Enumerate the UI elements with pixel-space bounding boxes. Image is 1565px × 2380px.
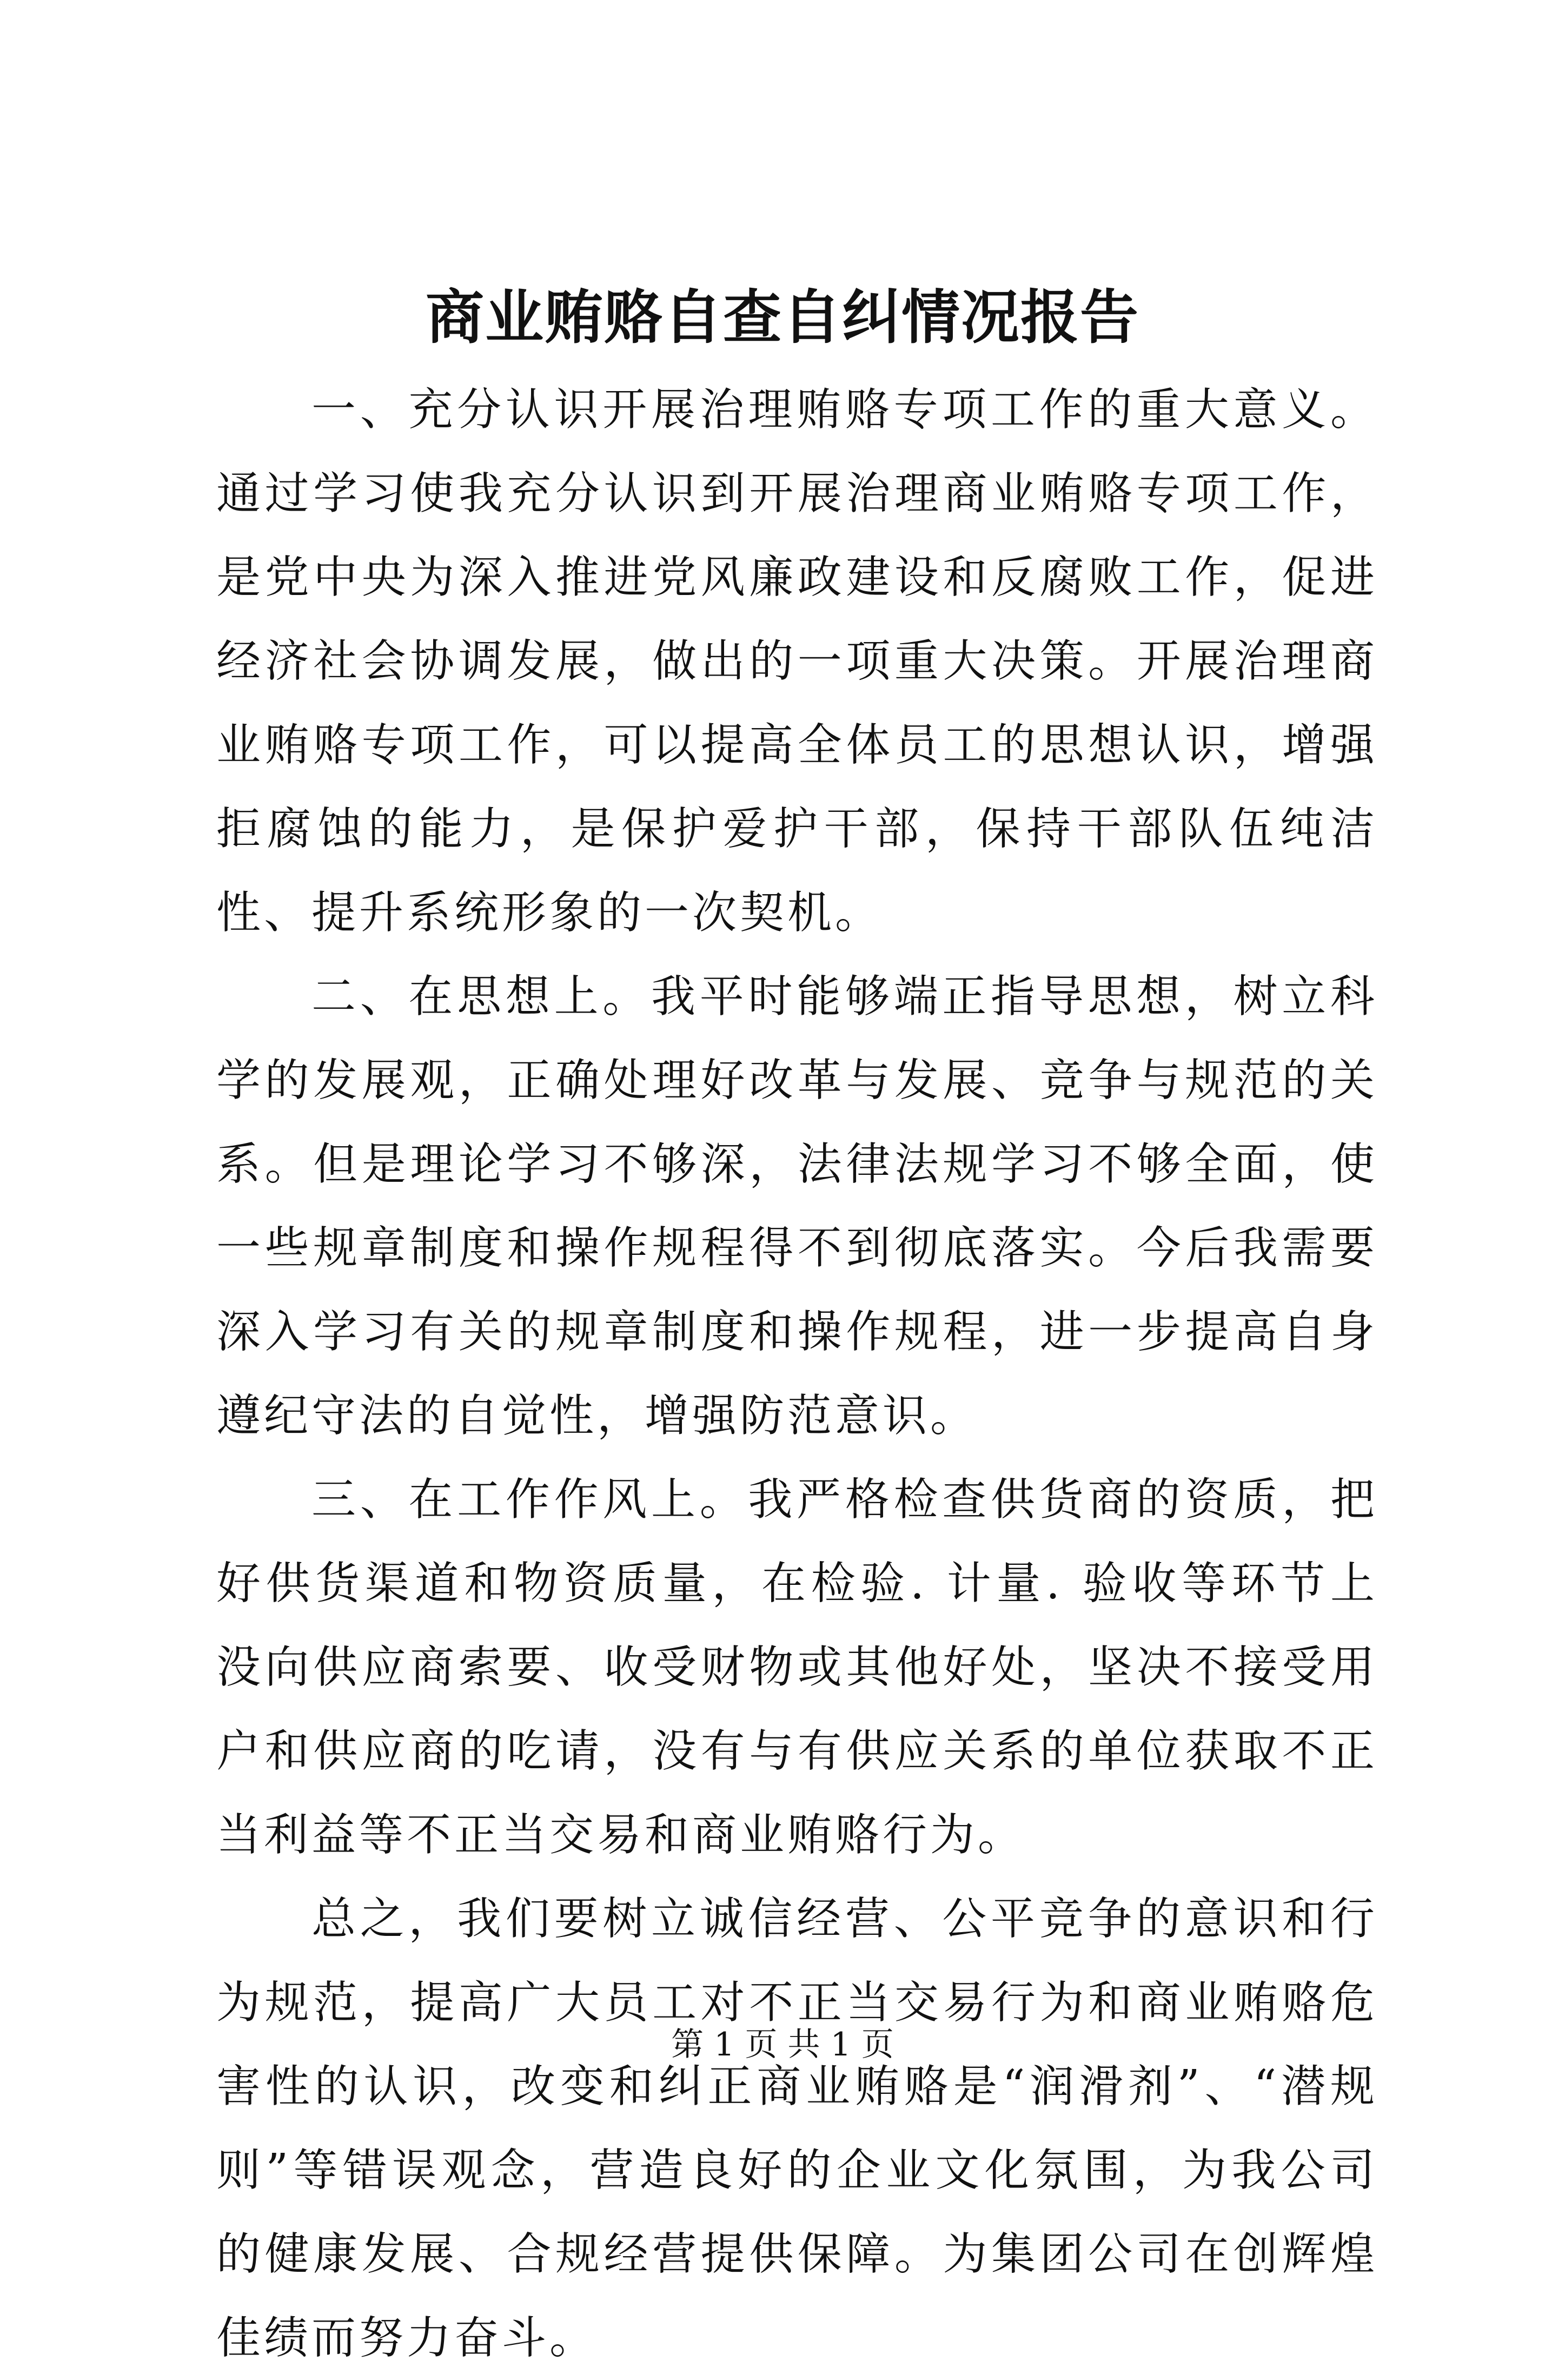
paragraph-1: 一、充分认识开展治理贿赂专项工作的重大意义。通过学习使我充分认识到开展治理商业贿赂专项工作，是党中央为深入推进党风廉政建设和反腐败工作，促进经济社会协调发展，做出的一项重大决策。开展治理商业贿赂专项工作，可以提高全体员工的思想认识，增强拒腐蚀的能力，是保护爱护干部，保持干部队伍纯洁性、提升系统形象的一次契机。 [216, 384, 1378, 938]
page-footer: 第 1 页 共 1 页 [671, 2026, 894, 2064]
page-title: 商业贿赂自查自纠情况报告 [425, 283, 1139, 352]
paragraph-4: 总之，我们要树立诚信经营、公平竞争的意识和行为规范，提高广大员工对不正当交易行为和商业贿赂危害性的认识，改变和纠正商业贿赂是“润滑剂”、“潜规则”等错误观念，营造良好的企业文化氛围，为我公司的健康发展、合规经营提供保障。为集团公司在创辉煌佳绩而努力奋斗。 [216, 1893, 1378, 2364]
paragraph-2: 二、在思想上。我平时能够端正指导思想，树立科学的发展观，正确处理好改革与发展、竞争与规范的关系。但是理论学习不够深，法律法规学习不够全面，使一些规章制度和操作规程得不到彻底落实。今后我需要深入学习有关的规章制度和操作规程，进一步提高自身遵纪守法的自觉性，增强防范意识。 [216, 971, 1378, 1442]
document-body [216, 368, 1378, 2380]
paragraph-3: 三、在工作作风上。我严格检查供货商的资质，把好供货渠道和物资质量，在检验. 计量. 验收等环节上没向供应商索要、收受财物或其他好处，坚决不接受用户和供应商的吃请，没有与有供应关系的单位获取不正当利益等不正当交易和商业贿赂行为。 [216, 1474, 1378, 1861]
